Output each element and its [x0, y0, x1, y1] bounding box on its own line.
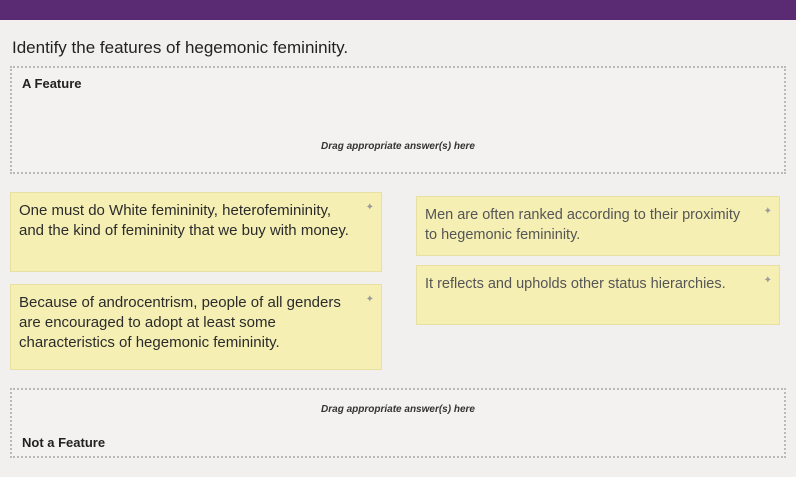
drag-handle-icon[interactable]: ✦ — [365, 202, 374, 213]
dropzone-label: A Feature — [22, 76, 82, 91]
answer-card-text: Men are often ranked according to their proximity to hegemonic femininity. — [425, 207, 741, 243]
answer-card-text: It reflects and upholds other status hierarchies. — [425, 276, 726, 292]
answer-card-text: Because of androcentrism, people of all genders are encouraged to adopt at least some characteristics of hegemonic femininity. — [19, 294, 341, 351]
answer-card[interactable] — [10, 284, 382, 370]
drag-hint: Drag appropriate answer(s) here — [321, 404, 475, 415]
question-page — [0, 20, 796, 477]
answer-card[interactable] — [416, 196, 780, 256]
drag-hint: Drag appropriate answer(s) here — [321, 141, 475, 152]
question-prompt: Identify the features of hegemonic femininity. — [12, 38, 349, 57]
answer-card[interactable] — [10, 192, 382, 272]
drag-handle-icon[interactable]: ✦ — [365, 294, 374, 305]
drag-handle-icon[interactable]: ✦ — [763, 206, 772, 217]
drag-handle-icon[interactable]: ✦ — [763, 275, 772, 286]
answer-card[interactable] — [416, 265, 780, 325]
answer-card-text: One must do White femininity, heterofemininity, and the kind of femininity that we buy with money. — [19, 202, 349, 239]
dropzone-label: Not a Feature — [22, 435, 106, 450]
dropzone-a-feature[interactable] — [10, 66, 786, 174]
app-header-bar — [0, 0, 796, 20]
dropzone-not-a-feature[interactable] — [10, 388, 786, 458]
